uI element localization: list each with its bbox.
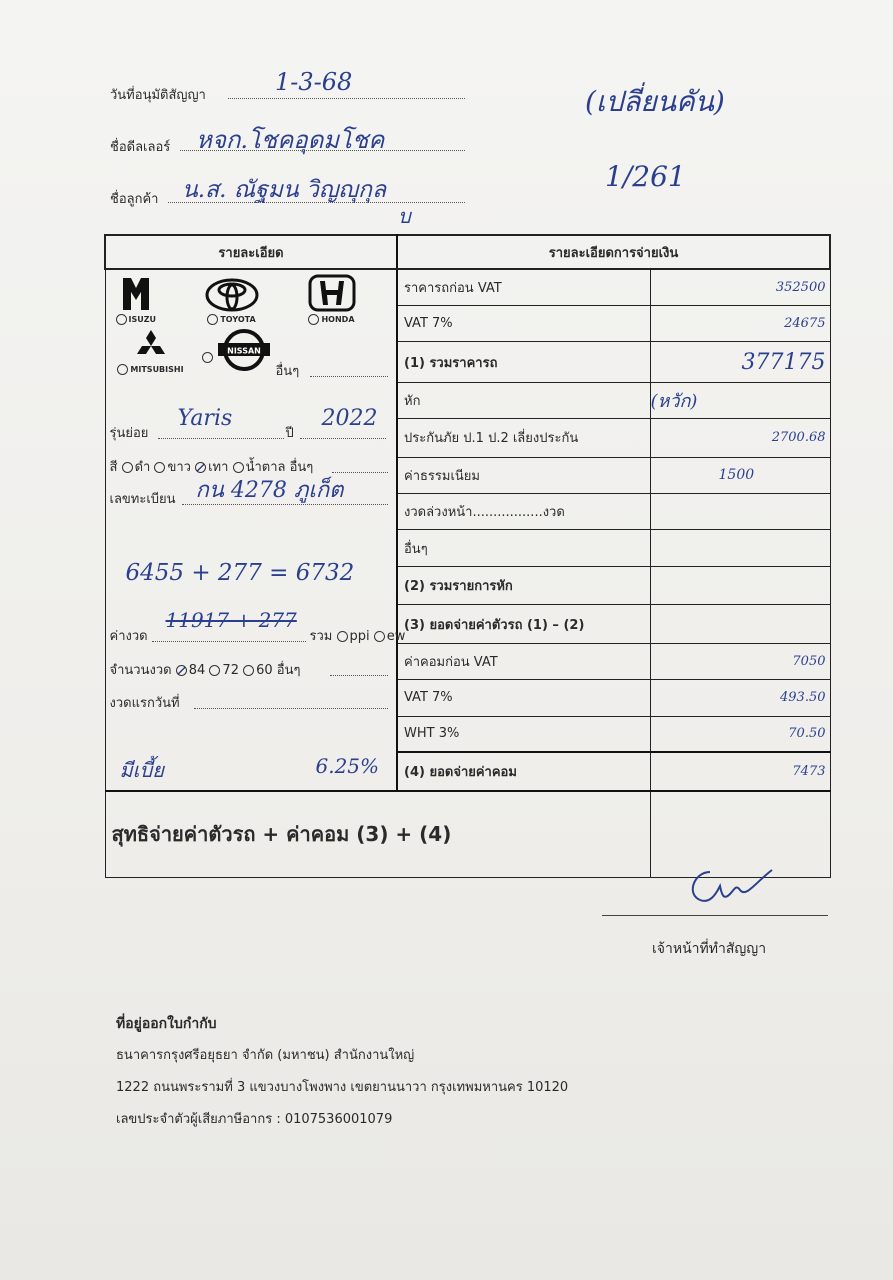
isuzu-radio[interactable] — [116, 314, 127, 325]
nissan-logo-icon — [216, 328, 272, 372]
approval-date-label: วันที่อนุมัติสัญญา — [110, 88, 206, 103]
row-deduct-label: หัก — [397, 382, 650, 418]
color-black: ดำ — [134, 460, 151, 475]
signature-line — [602, 915, 828, 916]
signature-icon — [680, 864, 780, 908]
mitsubishi-option[interactable] — [116, 330, 186, 375]
row-price-label: ราคารถก่อน VAT — [397, 269, 650, 305]
row-commission-label: ค่าคอมก่อน VAT — [397, 643, 650, 679]
count-row — [110, 659, 301, 680]
row-vat-label: VAT 7% — [397, 305, 650, 341]
customer-label: ชื่อลูกค้า — [110, 192, 159, 207]
row-advance-value — [650, 494, 830, 530]
isuzu-option[interactable] — [116, 276, 156, 325]
net-total-label: สุทธิจ่ายค่าตัวรถ + ค่าคอม (3) + (4) — [105, 791, 650, 877]
address-line-2: 1222 ถนนพระรามที่ 3 แขวงบางโพงพาง เขตยานนาวา กรุงเทพมหานคร 10120 — [116, 1080, 569, 1095]
ppi-radio[interactable] — [337, 631, 348, 642]
row-vat-value: 24675 — [650, 305, 830, 341]
color-gray: เทา — [208, 460, 229, 475]
year-label: ปี — [285, 426, 294, 441]
row-fee-value: 1500 — [650, 457, 830, 493]
mitsubishi-logo-icon — [131, 330, 171, 362]
row-car-payment-value — [650, 605, 830, 644]
toyota-radio[interactable] — [207, 314, 218, 325]
left-details — [106, 270, 406, 790]
left-header: รายละเอียด — [105, 235, 397, 269]
row-wht-value: 70.50 — [650, 716, 830, 752]
count-84: 84 — [188, 663, 206, 678]
row-insurance-label: ประกันภัย ป.1 ป.2 เลี่ยงประกัน — [397, 419, 650, 458]
right-header: รายละเอียดการจ่ายเงิน — [397, 235, 830, 269]
row-deduct-note: (หวัก) — [650, 382, 830, 418]
honda-label: HONDA — [321, 315, 355, 324]
row-commission-total-label: (4) ยอดจ่ายค่าคอม — [397, 752, 650, 791]
signature-label: เจ้าหน้าที่ทำสัญญา — [652, 941, 767, 957]
row-car-payment-label: (3) ยอดจ่ายค่าตัวรถ (1) – (2) — [397, 605, 650, 644]
count-radio-72[interactable] — [209, 665, 220, 676]
address-title: ที่อยู่ออกใบกำกับ — [116, 1016, 217, 1032]
row-total-value: 377175 — [650, 342, 830, 383]
ew-radio[interactable] — [374, 631, 385, 642]
row-deduct-total-label: (2) รวมรายการหัก — [397, 566, 650, 605]
color-radio-black[interactable] — [122, 462, 133, 473]
plate-label: เลขทะเบียน — [109, 492, 176, 507]
approval-date-value: 1-3-68 — [275, 68, 353, 96]
count-72: 72 — [222, 663, 239, 678]
model-value: Yaris — [177, 406, 233, 431]
count-other: อื่นๆ — [276, 663, 301, 678]
row-other-value — [650, 530, 830, 566]
count-radio-84[interactable] — [176, 665, 187, 676]
row-total-label: (1) รวมราคารถ — [397, 342, 650, 383]
model-label: รุ่นย่อย — [109, 426, 149, 441]
row-commission-total-value: 7473 — [650, 752, 830, 791]
count-60: 60 — [256, 663, 273, 678]
left-details-cell — [105, 269, 406, 791]
row-price-value: 352500 — [650, 269, 830, 305]
toyota-option[interactable] — [198, 278, 266, 325]
first-date-line — [194, 696, 388, 709]
color-other: อื่นๆ — [289, 460, 314, 475]
installment-struck: 11917 + 277 — [165, 608, 297, 632]
ppi-label: ppi — [349, 629, 370, 644]
address-line-1: ธนาคารกรุงศรีอยุธยา จำกัด (มหาชน) สำนักงานใหญ่ — [116, 1048, 415, 1063]
row-deduct-total-value — [650, 566, 830, 605]
count-radio-60[interactable] — [243, 665, 254, 676]
row-wht-label: WHT 3% — [397, 716, 650, 752]
dealer-label: ชื่อดีลเลอร์ — [110, 140, 171, 155]
color-radio-white[interactable] — [154, 462, 165, 473]
row-other-label: อื่นๆ — [397, 530, 650, 566]
count-label: จำนวนงวด — [109, 663, 172, 678]
honda-radio[interactable] — [308, 314, 319, 325]
honda-logo-icon — [308, 274, 356, 312]
first-date-label: งวดแรกวันที่ — [109, 696, 180, 711]
color-brown: น้ำตาล — [245, 460, 286, 475]
row-insurance-value: 2700.68 — [650, 419, 830, 458]
installment-options — [310, 625, 406, 646]
toyota-logo-icon — [205, 278, 259, 312]
row-advance-label: งวดล่วงหน้า.................งวด — [397, 494, 650, 530]
address-line-3: เลขประจำตัวผู้เสียภาษีอากร : 0107536001079 — [116, 1112, 393, 1127]
installment-total-label: รวม — [309, 629, 333, 644]
details-table — [104, 234, 831, 878]
row-commission-vat-value: 493.50 — [650, 680, 830, 716]
mitsubishi-label: MITSUBISHI — [130, 365, 184, 374]
ew-label: ew — [386, 629, 406, 644]
brand-other-label: อื่นๆ — [275, 364, 300, 379]
year-value: 2022 — [321, 406, 378, 431]
installment-label: ค่างวด — [109, 629, 148, 644]
note-top-right: (เปลี่ยนคัน) — [585, 85, 725, 118]
plate-value: กน 4278 ภูเก็ต — [195, 478, 344, 503]
approval-date-line — [228, 98, 465, 99]
mitsubishi-radio[interactable] — [117, 364, 128, 375]
row-commission-vat-label: VAT 7% — [397, 680, 650, 716]
toyota-label: TOYOTA — [220, 315, 256, 324]
isuzu-label: ISUZU — [128, 315, 157, 324]
isuzu-logo-icon — [121, 276, 151, 312]
count-other-line — [330, 663, 388, 676]
row-fee-label: ค่าธรรมเนียม — [397, 457, 650, 493]
bottom-value: 6.25% — [315, 754, 380, 778]
nissan-radio[interactable] — [202, 352, 213, 363]
nissan-option[interactable] — [198, 328, 274, 374]
note-fraction: 1/261 — [605, 160, 686, 193]
customer-note: บ — [398, 204, 411, 228]
bottom-note: มีเบี้ย — [119, 758, 164, 782]
color-white: ขาว — [167, 460, 191, 475]
dealer-value: หจก.โชคอุดมโชค — [196, 126, 385, 154]
nissan-label: NISSAN — [226, 346, 261, 356]
customer-value: น.ส. ณัฐมน วิญญุกุล — [182, 177, 387, 203]
brand-other-line — [310, 364, 388, 377]
row-commission-value: 7050 — [650, 643, 830, 679]
calc-note: 6455 + 277 = 6732 — [125, 560, 355, 586]
honda-option[interactable] — [296, 274, 368, 325]
color-label: สี — [109, 460, 118, 475]
